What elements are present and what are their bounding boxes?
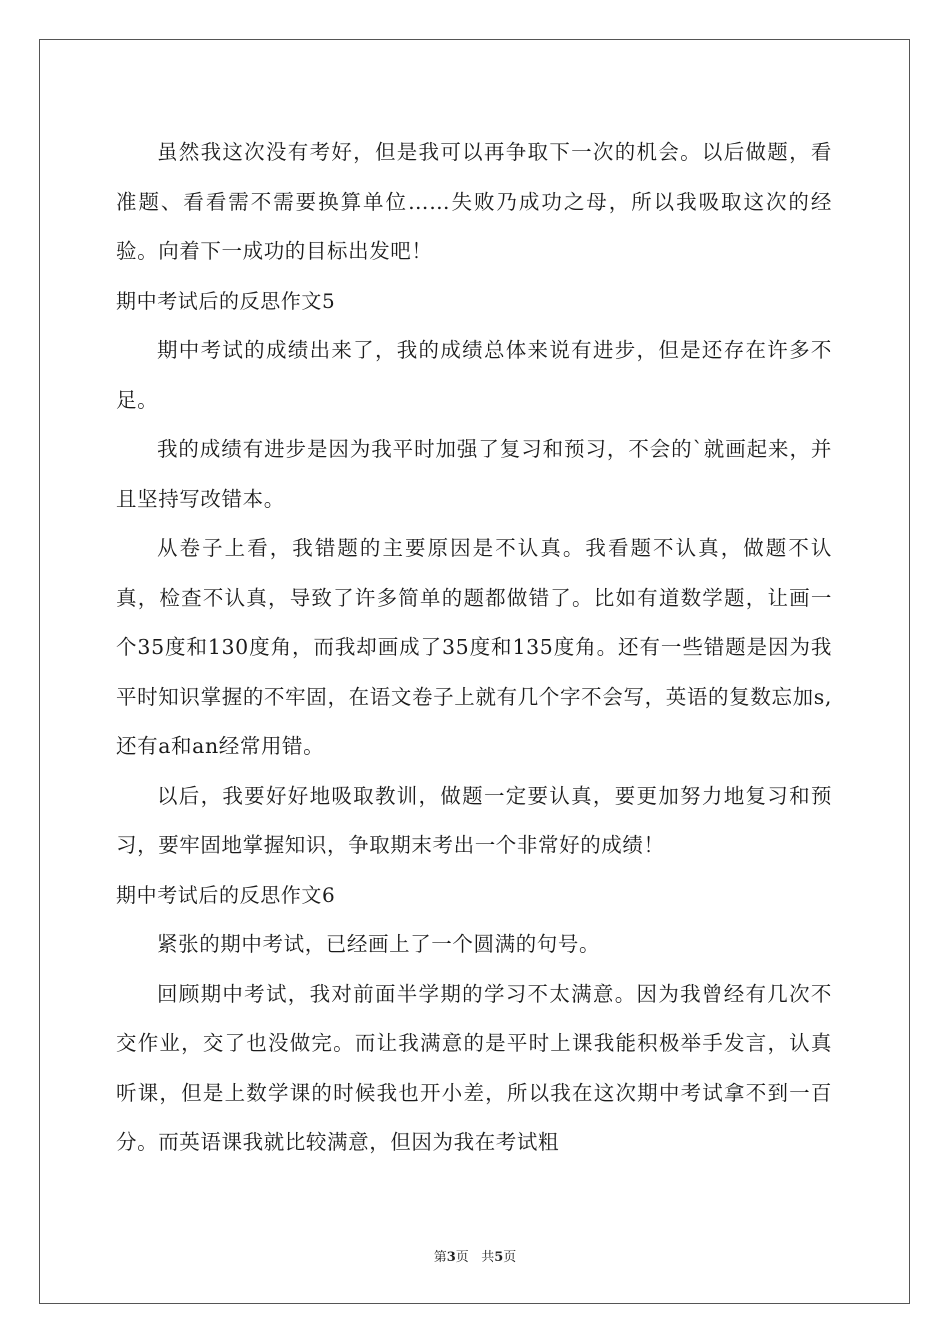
paragraph: 期中考试的成绩出来了，我的成绩总体来说有进步，但是还存在许多不足。 (116, 338, 832, 412)
page-footer (0, 1246, 950, 1265)
section-heading: 期中考试后的反思作文5 (116, 288, 336, 313)
paragraph: 紧张的期中考试，已经画上了一个圆满的句号。 (157, 932, 601, 956)
paragraph: 虽然我这次没有考好，但是我可以再争取下一次的机会。以后做题，看准题、看看需不需要换算单位……失败乃成功之母，所以我吸取这次的经验。向着下一成功的目标出发吧！ (116, 140, 832, 263)
section-heading: 期中考试后的反思作文6 (116, 882, 336, 907)
page-suffix: 页 (455, 1250, 469, 1265)
paragraph: 从卷子上看，我错题的主要原因是不认真。我看题不认真，做题不认真，检查不认真，导致了许多简单的题都做错了。比如有道数学题，让画一个35度和130度角，而我却画成了35度和135度角。还有一些错题是因为我平时知识掌握的不牢固，在语文卷子上就有几个字不会写，英语的复数忘加s,还有a和an经常用错。 (116, 536, 832, 758)
paragraph: 回顾期中考试，我对前面半学期的学习不太满意。因为我曾经有几次不交作业，交了也没做完。而让我满意的是平时上课我能积极举手发言，认真听课，但是上数学课的时候我也开小差，所以我在这次期中考试拿不到一百分。而英语课我就比较满意，但因为我在考试粗 (116, 981, 832, 1154)
total-page-number: 5 (494, 1250, 504, 1265)
page-prefix: 第 (433, 1250, 447, 1265)
paragraph: 以后，我要好好地吸取教训，做题一定要认真，要更加努力地复习和预习，要牢固地掌握知识，争取期末考出一个非常好的成绩！ (116, 783, 832, 857)
current-page-number: 3 (446, 1250, 456, 1265)
total-suffix: 页 (503, 1250, 517, 1265)
document-body (116, 128, 832, 1168)
paragraph: 我的成绩有进步是因为我平时加强了复习和预习，不会的`就画起来，并且坚持写改错本。 (116, 437, 832, 511)
total-prefix: 共 (481, 1250, 495, 1265)
